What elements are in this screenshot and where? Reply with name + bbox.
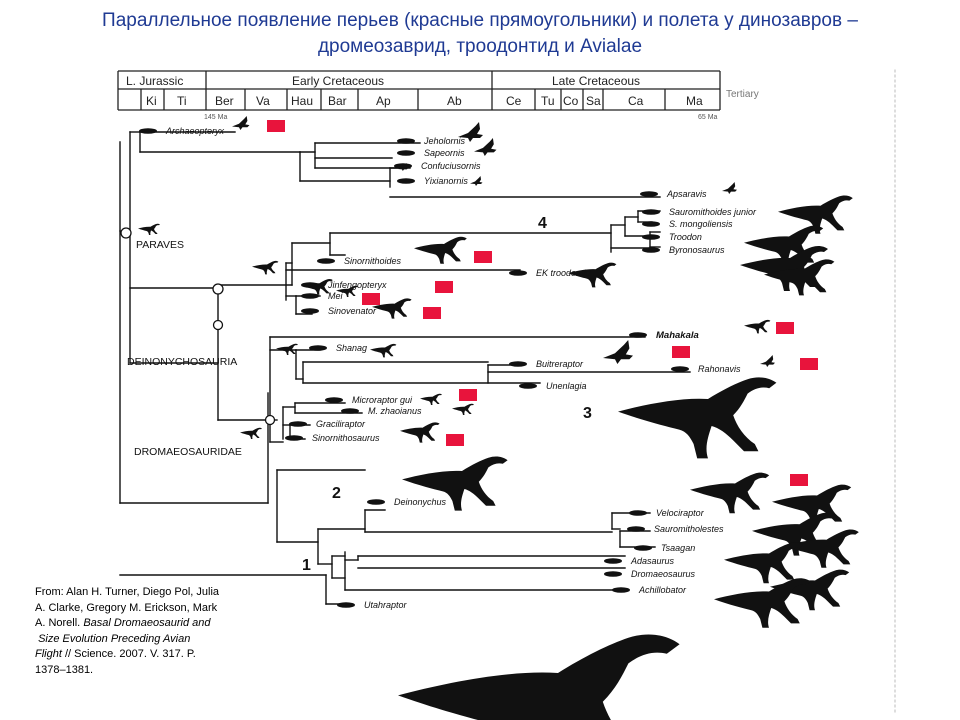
taxon-label: Velociraptor <box>656 508 704 518</box>
taxon-label: Adasaurus <box>631 556 675 566</box>
feather-marker <box>459 389 477 401</box>
period-label: Early Cretaceous <box>292 74 385 88</box>
dinosaur-silhouette <box>724 543 803 584</box>
citation-line <box>35 647 270 663</box>
taxon-label: Archaeopteryx <box>166 126 225 136</box>
citation-title: Basal Dromaeosaurid and <box>83 617 211 629</box>
taxon-tip-marker <box>509 270 527 276</box>
taxon-tip-marker <box>642 247 660 253</box>
taxon-tip-marker <box>397 150 415 156</box>
dinosaur-silhouette <box>744 320 770 334</box>
taxon-label: Achillobator <box>639 585 687 595</box>
taxon-label: Sinornithosaurus <box>312 433 380 443</box>
taxon-label: Unenlagia <box>546 381 587 391</box>
taxon-tip-marker <box>397 178 415 184</box>
clade-node <box>213 284 223 294</box>
stage-label: Tu <box>541 94 555 108</box>
stage-label: Ti <box>177 94 187 108</box>
citation-line <box>35 632 270 648</box>
title-line-2: дромеозаврид, троодонтид и Avialae <box>317 36 643 57</box>
dinosaur-silhouette <box>398 634 680 720</box>
stage-label: Bar <box>328 94 347 108</box>
stage-label: Ab <box>447 94 462 108</box>
taxon-label: Dromaeosaurus <box>631 569 696 579</box>
taxon-label: Mei <box>328 291 343 301</box>
taxon-label: Sauromitholestes <box>654 524 724 534</box>
taxon-tip-marker <box>509 361 527 367</box>
dinosaur-silhouette <box>414 237 467 264</box>
stage-label: Va <box>256 94 270 108</box>
age-label: 65 Ma <box>698 114 718 121</box>
taxon-tip-marker <box>367 499 385 505</box>
age-label: 145 Ma <box>204 114 228 121</box>
node-number: 4 <box>538 215 547 232</box>
taxon-label: Confuciusornis <box>421 161 481 171</box>
dinosaur-silhouette <box>232 116 250 130</box>
dinosaur-silhouette <box>252 261 278 275</box>
citation-line: From: Alan H. Turner, Diego Pol, Julia <box>35 586 220 598</box>
citation-authors-end: A. Norell. <box>35 617 81 629</box>
stage-label: Ber <box>215 94 234 108</box>
taxon-label: Tsaagan <box>661 543 696 553</box>
dinosaur-silhouette <box>603 340 633 364</box>
clade-label-deinonychosauria: DEINONYCHOSAURIA <box>127 356 238 368</box>
dinosaur-silhouette <box>722 182 737 194</box>
taxon-label: Buitreraptor <box>536 359 584 369</box>
taxon-label: Sapeornis <box>424 148 465 158</box>
feather-marker <box>267 120 285 132</box>
taxon-tip-marker <box>341 408 359 414</box>
citation <box>35 585 270 678</box>
taxon-tip-marker <box>285 435 303 441</box>
period-label: Late Cretaceous <box>552 74 641 88</box>
taxon-label: Deinonychus <box>394 497 447 507</box>
stage-label: Ce <box>506 94 522 108</box>
clade-label-paraves: PARAVES <box>136 239 185 251</box>
taxon-label: Byronosaurus <box>669 245 725 255</box>
taxon-tip-marker <box>642 221 660 227</box>
taxon-tip-marker <box>671 366 689 372</box>
feather-marker <box>423 307 441 319</box>
taxon-tip-marker <box>627 526 645 532</box>
taxon-tip-marker <box>629 510 647 516</box>
feather-marker <box>800 358 818 370</box>
dinosaur-silhouette <box>618 377 776 458</box>
taxon-label: Graciliraptor <box>316 419 366 429</box>
taxon-labels <box>139 126 757 610</box>
taxon-label: Jeholornis <box>424 136 466 146</box>
clade-node <box>266 416 275 425</box>
taxon-tip-marker <box>325 397 343 403</box>
taxon-label: Jinfengopteryx <box>328 280 387 290</box>
taxon-label: Sauromithoides junior <box>669 207 757 217</box>
clade-node <box>214 321 223 330</box>
feather-marker <box>362 293 380 305</box>
taxon-label: Mahakala <box>656 330 699 341</box>
citation-journal: // Science. 2007. V. 317. P. <box>64 648 196 660</box>
taxon-label: S. mongoliensis <box>669 219 733 229</box>
taxon-tip-marker <box>640 191 658 197</box>
stage-label: Co <box>563 94 579 108</box>
taxon-label: Apsaravis <box>667 189 707 199</box>
taxon-label: Utahraptor <box>364 600 407 610</box>
dinosaur-silhouette <box>420 394 442 405</box>
node-number: 3 <box>583 405 592 422</box>
stage-label: Ap <box>376 94 391 108</box>
taxon-tip-marker <box>629 332 647 338</box>
stage-label: Sa <box>586 94 601 108</box>
dinosaur-silhouette <box>370 344 396 358</box>
tree-nodes <box>121 228 275 425</box>
stage-label: Ki <box>146 94 157 108</box>
taxon-tip-marker <box>317 258 335 264</box>
citation-line <box>35 616 270 632</box>
taxon-tip-marker <box>309 345 327 351</box>
feather-marker <box>435 281 453 293</box>
taxon-label: Sinovenator <box>328 306 377 316</box>
taxon-label: Sinornithoides <box>344 256 402 266</box>
taxon-tip-marker <box>394 163 412 169</box>
feather-marker <box>776 322 794 334</box>
citation-title: Size Evolution Preceding Avian <box>38 632 191 645</box>
taxon-tip-marker <box>634 545 652 551</box>
citation-title: Flight <box>35 648 62 660</box>
period-label: Tertiary <box>726 89 759 100</box>
node-number: 1 <box>302 557 311 574</box>
taxon-label: Shanag <box>336 343 368 353</box>
feather-marker <box>446 434 464 446</box>
clade-node <box>121 228 131 238</box>
dinosaur-silhouette <box>452 404 474 415</box>
stage-label: Ca <box>628 94 644 108</box>
taxon-tip-marker <box>604 558 622 564</box>
taxon-tip-marker <box>301 282 319 288</box>
taxon-label: Microraptor gui <box>352 395 413 405</box>
period-label: L. Jurassic <box>126 74 184 88</box>
taxon-tip-marker <box>519 383 537 389</box>
dinosaur-silhouette <box>138 224 160 235</box>
taxon-tip-marker <box>301 293 319 299</box>
taxon-label: Rahonavis <box>698 364 741 374</box>
node-number: 2 <box>332 485 341 502</box>
title-line-1: Параллельное появление перьев (красные прямоугольники) и полета у динозавров – <box>102 10 858 31</box>
taxon-tip-marker <box>612 587 630 593</box>
taxon-tip-marker <box>604 571 622 577</box>
clade-label-dromaeosauridae: DROMAEOSAURIDAE <box>134 446 242 458</box>
dinosaur-silhouette <box>714 578 811 628</box>
taxon-tip-marker <box>289 421 307 427</box>
taxon-tip-marker <box>139 128 157 134</box>
dinosaur-silhouette <box>470 176 483 186</box>
taxon-label: Troodon <box>669 232 702 242</box>
dinosaur-silhouette <box>760 355 775 367</box>
stage-label: Hau <box>291 94 314 108</box>
feather-marker <box>672 346 690 358</box>
taxon-tip-marker <box>301 308 319 314</box>
taxon-label: Yixianornis <box>424 176 468 186</box>
dinosaur-silhouette <box>474 138 497 156</box>
feather-marker <box>790 474 808 486</box>
taxon-label: M. zhaoianus <box>368 406 422 416</box>
stage-label: Ma <box>686 94 703 108</box>
citation-line: A. Clarke, Gregory M. Erickson, Mark <box>35 601 218 614</box>
taxon-tip-marker <box>642 234 660 240</box>
taxon-tip-marker <box>337 602 355 608</box>
taxon-tip-marker <box>397 138 415 144</box>
citation-line: 1378–1381. <box>35 663 94 676</box>
taxon-tip-marker <box>642 209 660 215</box>
feather-marker <box>474 251 492 263</box>
dinosaur-silhouette <box>240 428 262 439</box>
dinosaur-silhouette <box>400 422 440 442</box>
taxon-label: EK troodontid <box>536 268 591 278</box>
